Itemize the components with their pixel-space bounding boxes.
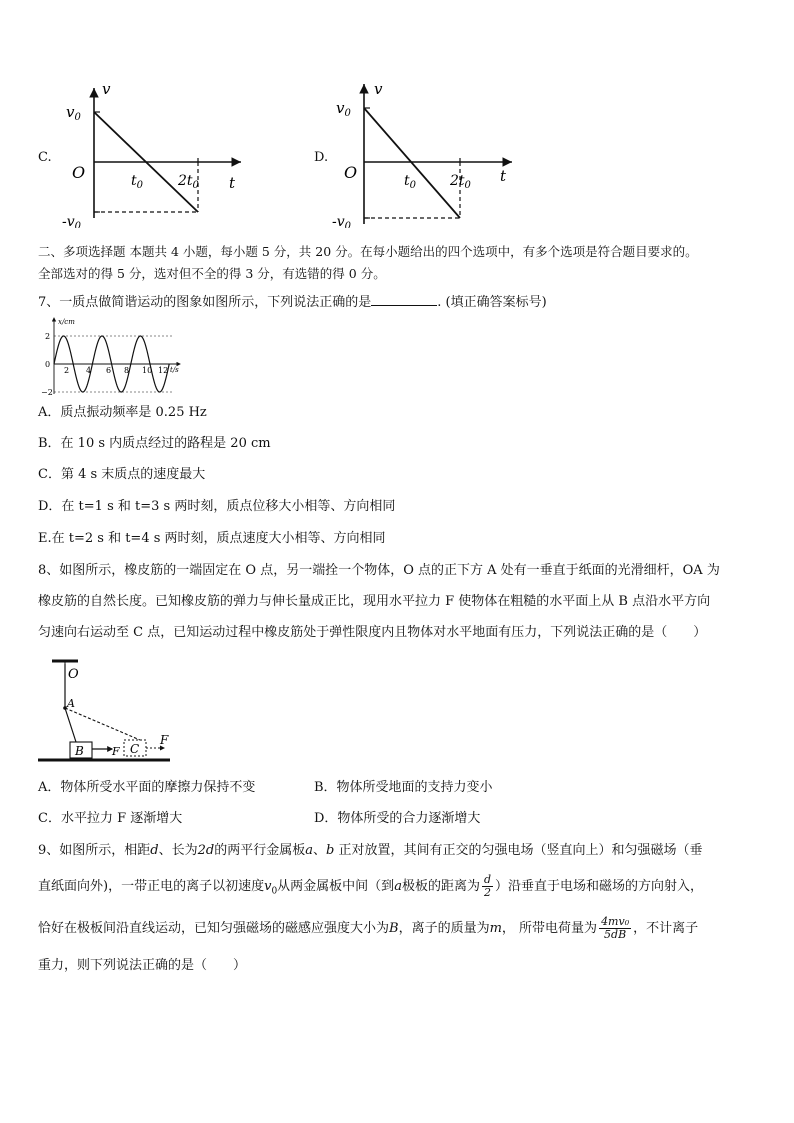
graph-d-2t0: 2t	[450, 173, 465, 189]
graph-d-t-axis: t	[500, 167, 507, 185]
graph-d-origin: O	[344, 163, 358, 182]
q9-fraction-charge: $\frac{\text{4mv₀}}{5dB}$	[601, 915, 630, 941]
q7-answer-blank[interactable]	[371, 293, 437, 306]
q7-xlabel: t/s	[170, 366, 179, 374]
svg-text:t0: $t_0$	[404, 173, 417, 191]
q9-line4: 重力，则下列说法正确的是（ ）	[38, 958, 247, 973]
section2-line1: 二、多项选择题 本题共 4 小题，每小题 5 分，共 20 分。在每小题给出的四个选项中，有多个选项是符合题目要求的。	[38, 244, 698, 259]
graph-c-neg-v0: -v	[62, 214, 75, 228]
q7-option-b: B．在 10 s 内质点经过的路程是 20 cm	[38, 436, 271, 451]
graph-c-v0: v	[66, 103, 75, 121]
graph-d-t0: t	[404, 173, 410, 189]
graph-d-v0: v	[336, 99, 345, 117]
q7-stem: 7、一质点做简谐运动的图象如图所示，下列说法正确的是 . (填正确答案标号)	[38, 295, 547, 310]
q8-line2: 橡皮筋的自然长度。已知橡皮筋的弹力与伸长量成正比，现用水平拉力 F 使物体在粗糙的水平面上从 B 点沿水平方向	[38, 594, 711, 609]
q7-ylabel: x/cm	[58, 318, 75, 326]
graph-c-origin: O	[72, 163, 86, 182]
q7-tick: 4	[86, 366, 92, 375]
svg-text:v0: $v_0$	[66, 103, 81, 123]
graph-c-t0: t	[131, 173, 137, 189]
graph-c-2t0: 2t	[178, 173, 193, 189]
q7-option-a: A．质点振动频率是 0.25 Hz	[38, 405, 207, 420]
graph-c-t-axis: t	[229, 174, 236, 192]
graph-d-neg-v0: -v	[332, 214, 345, 228]
graph-d-v-axis: v	[374, 80, 383, 98]
q8-figure	[38, 656, 188, 766]
q8-label-o: O	[68, 667, 79, 682]
q8-label-b: B	[75, 744, 84, 758]
q7-y-bot: −2	[41, 388, 53, 396]
q8-label-f1: F	[112, 745, 120, 758]
svg-text:-v0: $-v_0$	[62, 214, 82, 228]
section2-line2: 全部选对的得 5 分，选对但不全的得 3 分，有选错的得 0 分。	[38, 266, 386, 281]
graph-d-label: D.	[314, 150, 329, 165]
graph-c-label: C.	[38, 150, 52, 165]
q8-option-d: D．物体所受的合力逐渐增大	[314, 811, 481, 826]
svg-text:t0: $t_0$	[131, 173, 144, 191]
q7-option-e: E.在 t=2 s 和 t=4 s 两时刻，质点速度大小相等、方向相同	[38, 531, 386, 546]
svg-text:-v0: $-v_0$	[332, 214, 352, 228]
q9-line3: 恰好在极板间沿直线运动，已知匀强磁场的磁感应强度大小为B，离子的质量为m， 所带电荷量为 $\frac{\text{4mv₀}}{5dB}$ ，不计离子	[38, 915, 699, 941]
svg-text:2t0: $2t_0$	[450, 173, 471, 191]
q9-line2: 直纸面向外)，一带正电的离子以初速度$v_0$从两金属板中间（到a极板的距离为 $\frac{d}{2}$ ）沿垂直于电场和磁场的方向射入，	[38, 873, 704, 899]
graph-d	[312, 78, 532, 228]
q8-label-c: C	[130, 742, 140, 756]
q7-option-c: C．第 4 s 末质点的速度最大	[38, 467, 206, 482]
q9-fraction-d-over-2: $\frac{d}{2}$	[483, 873, 492, 899]
graph-c-plot	[36, 78, 256, 228]
graph-c-v-axis: v	[102, 80, 111, 98]
graph-d-plot	[312, 78, 532, 228]
q7-y-top: 2	[45, 332, 51, 341]
q7-tick: 8	[124, 366, 130, 375]
graph-c	[36, 78, 256, 228]
q8-label-f2: F	[160, 733, 169, 747]
q8-label-a: A	[67, 697, 75, 710]
q8-option-b: B．物体所受地面的支持力变小	[314, 780, 493, 795]
q8-line3: 匀速向右运动至 C 点，已知运动过程中橡皮筋处于弹性限度内且物体对水平地面有压力，下列说法正确的是（ ）	[38, 625, 707, 640]
q9-line1: 9、如图所示，相距d、长为2d的两平行金属板a、b 正对放置，其间有正交的匀强电场（竖直向上）和匀强磁场（垂	[38, 843, 703, 858]
svg-text:v0: $v_0$	[336, 99, 351, 119]
q7-y-mid: 0	[45, 360, 51, 369]
q8-option-a: A．物体所受水平面的摩擦力保持不变	[38, 780, 256, 795]
q7-option-d: D．在 t=1 s 和 t=3 s 两时刻，质点位移大小相等、方向相同	[38, 499, 396, 514]
q7-tick: 10	[142, 366, 153, 375]
q7-tick: 2	[64, 366, 70, 375]
q7-sine-graph	[38, 314, 188, 396]
q7-tick: 12	[158, 366, 169, 375]
svg-text:2t0: $2t_0$	[178, 173, 199, 191]
q8-line1: 8、如图所示，橡皮筋的一端固定在 O 点，另一端拴一个物体，O 点的正下方 A 处有一垂直于纸面的光滑细杆，OA 为	[38, 563, 720, 578]
q8-option-c: C．水平拉力 F 逐渐增大	[38, 811, 183, 826]
q7-tick: 6	[106, 366, 112, 375]
